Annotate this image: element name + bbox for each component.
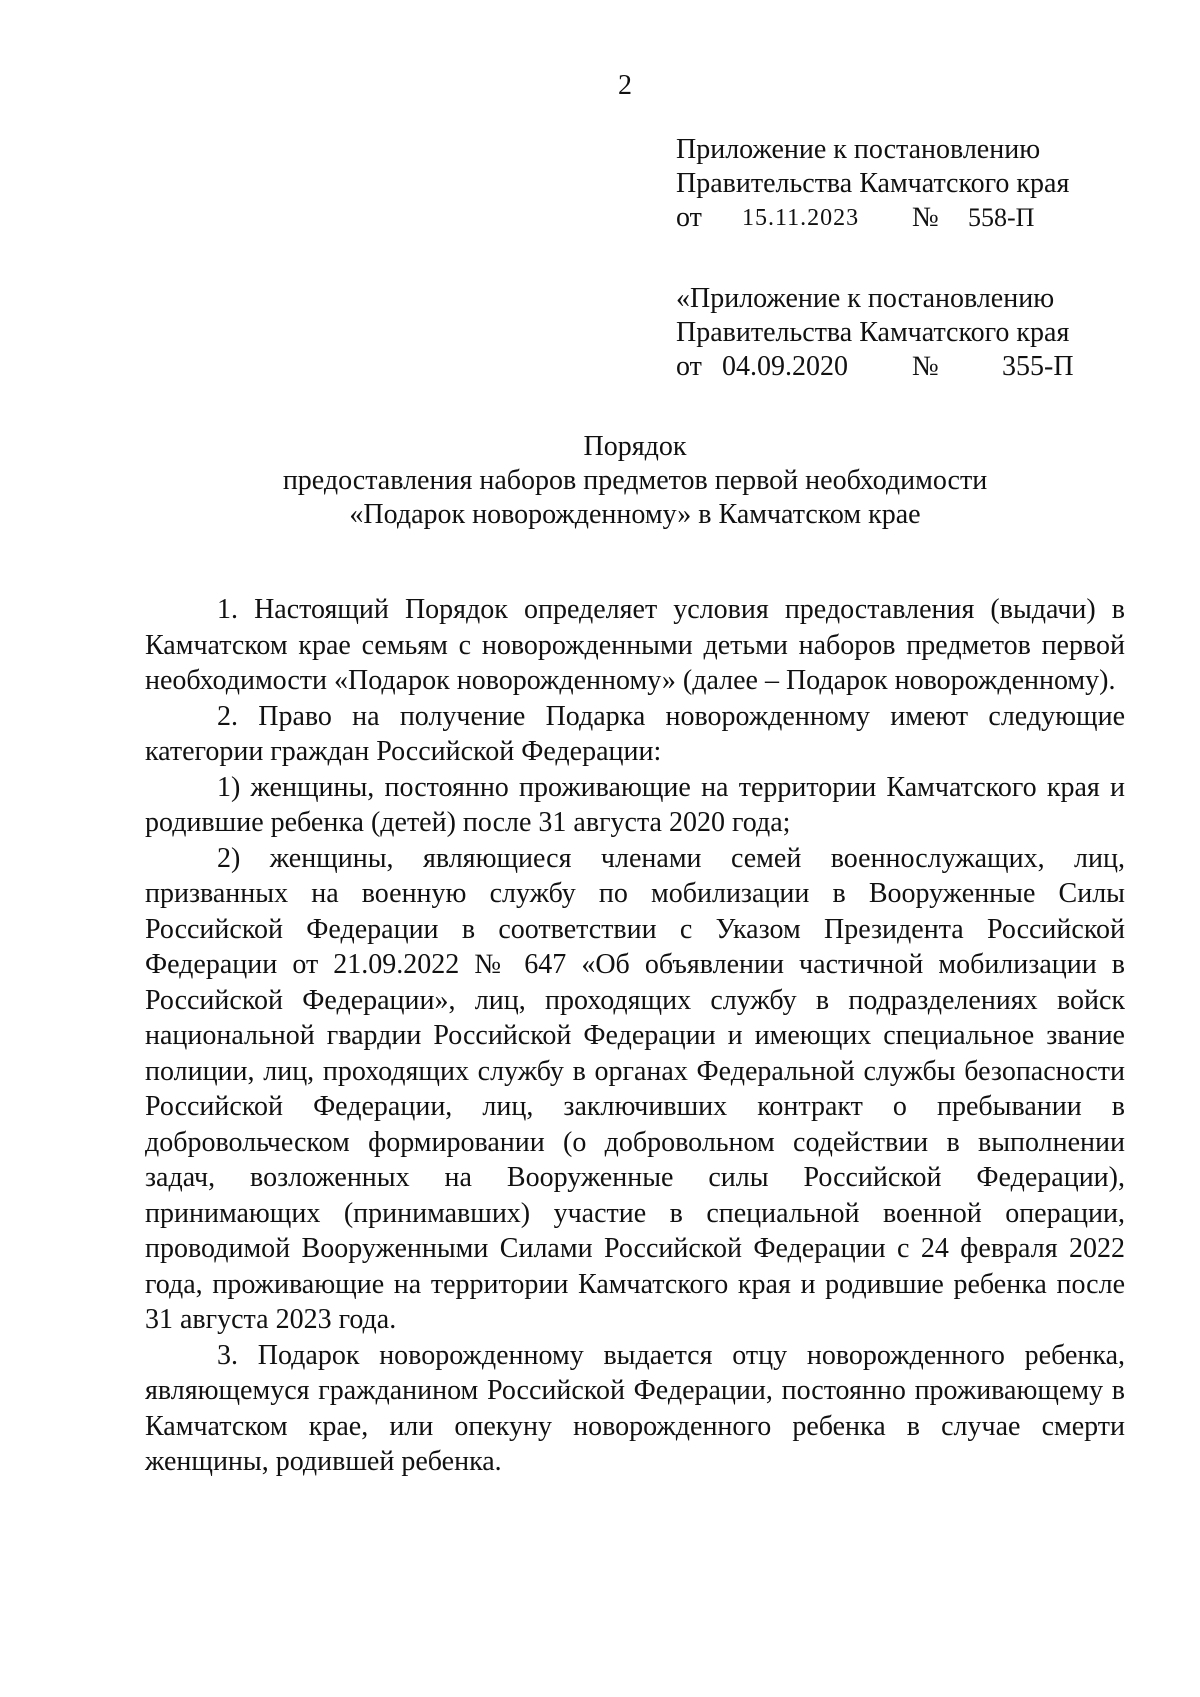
- resolution-date: 04.09.2020: [722, 351, 848, 382]
- paragraph-3: 3. Подарок новорожденному выдается отцу новорожденного ребенка, являющемуся гражданином Российской Федерации, постоянно проживающему в Камчатском крае, или опекуну новорожденного ребенка в случае смерти женщины, родившей ребенка.: [145, 1339, 1125, 1477]
- appendix-header-previous: [676, 282, 1074, 384]
- resolution-number: 355-П: [1002, 351, 1074, 382]
- title-line: «Подарок новорожденному» в Камчатском крае: [349, 499, 921, 530]
- list-item-2: 2) женщины, являющиеся членами семей военнослужащих, лиц, призванных на военную службу по мобилизации в Вооруженные Силы Российской Федерации в соответствии с Указом Президента Российской Федерации от 21.09.2022 № 647 «Об объявлении частичной мобилизации в Российской Федерации», лиц, проходящих службу в подразделениях войск национальной гвардии Российской Федерации и имеющих специальное звание полиции, лиц, проходящих службу в органах Федеральной службы безопасности Российской Федерации, лиц, заключивших контракт о пребывании в добровольческом формировании (о добровольном содействии в выполнении задач, возложенных на Вооруженные силы Российской Федерации), принимающих (принимавших) участие в специальной военной операции, проводимой Вооруженными Силами Российской Федерации с 24 февраля 2022 года, проживающие на территории Камчатского края и родившие ребенка после 31 августа 2023 года.: [145, 842, 1125, 1335]
- paragraph-1: 1. Настоящий Порядок определяет условия предоставления (выдачи) в Камчатском крае семьям с новорожденными детьми наборов предметов первой необходимости «Подарок новорожденному» (далее – Подарок новорожденному).: [145, 594, 1125, 696]
- page-number: 2: [618, 70, 632, 101]
- from-label: от: [676, 202, 702, 233]
- resolution-number: 558-П: [968, 203, 1035, 232]
- list-item-1: 1) женщины, постоянно проживающие на территории Камчатского края и родившие ребенка (детей) после 31 августа 2020 года;: [145, 771, 1125, 838]
- number-sign: №: [912, 202, 939, 233]
- appendix-title: Приложение к постановлению: [676, 134, 1041, 165]
- document-body: [145, 592, 1125, 1480]
- title-line: предоставления наборов предметов первой необходимости: [282, 465, 988, 496]
- from-label: от: [676, 351, 702, 382]
- number-sign: №: [912, 351, 939, 382]
- appendix-issuer: Правительства Камчатского края: [676, 168, 1070, 199]
- appendix-header-current: [676, 133, 1069, 235]
- resolution-date: 15.11.2023: [742, 205, 860, 231]
- appendix-title: «Приложение к постановлению: [676, 283, 1055, 314]
- paragraph-2: 2. Право на получение Подарка новорожденному имеют следующие категории граждан Российской Федерации:: [145, 700, 1125, 767]
- document-title: [140, 430, 1130, 532]
- appendix-issuer: Правительства Камчатского края: [676, 317, 1070, 348]
- appendix-requisites: [676, 350, 1074, 384]
- appendix-requisites: [676, 201, 1069, 235]
- title-line: Порядок: [583, 431, 687, 462]
